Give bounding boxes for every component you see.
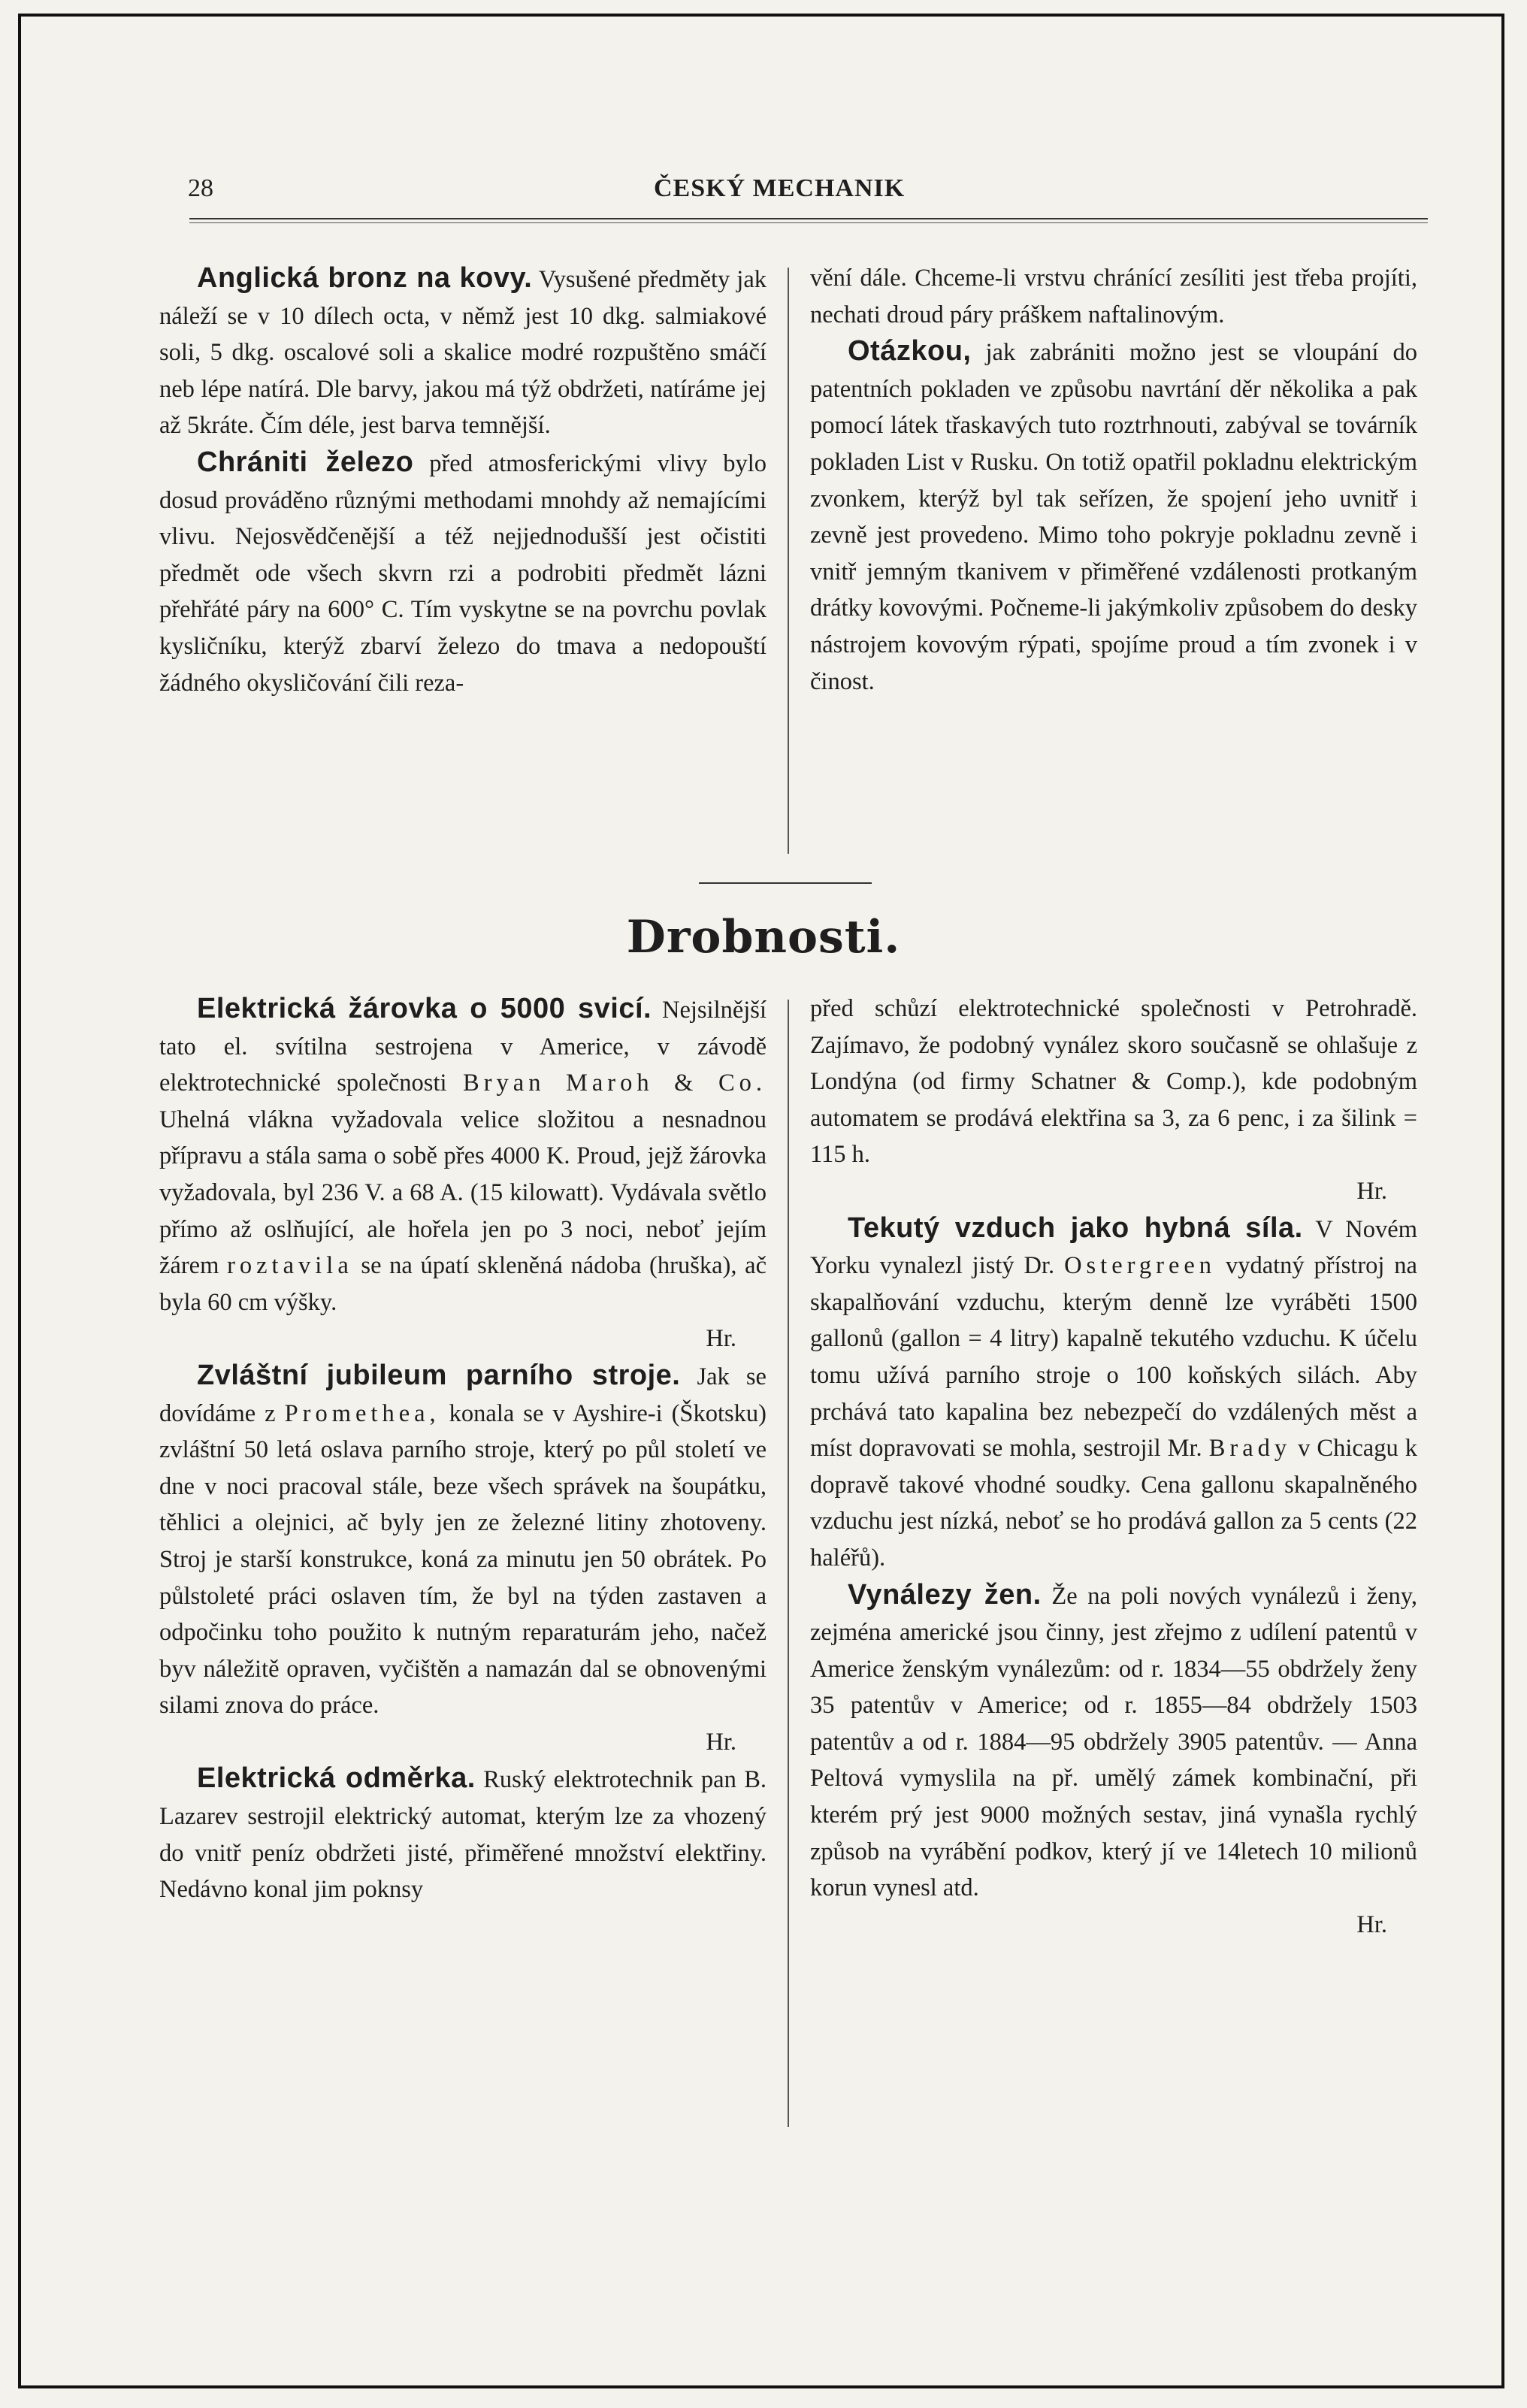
article-heading: Otázkou, [848, 335, 972, 368]
bottom-right-column [810, 991, 1417, 1943]
article-liquid-air [810, 1210, 1417, 1577]
header-rule [189, 218, 1428, 219]
spaced-word: roztavila [227, 1252, 353, 1280]
bottom-left-column [159, 991, 767, 1908]
source-name: Promethea, [284, 1399, 440, 1427]
section-title: Drobnosti. [626, 911, 901, 964]
signature: Hr. [1356, 1910, 1387, 1938]
article-heading: Elektrická žárovka o 5000 svicí. [197, 993, 652, 1024]
article-bronze [159, 260, 767, 444]
article-text: před atmosferickými vlivy bylo dosud prováděno různými methodami mnohdy až nemajícími vlivu. Nejosvědčenější a též nejjednodušší jest očistiti předmět ode všech skvrn rzi a podrobiti předmět lázni přehřáté páry na 600° C. Tím vyskytne se na povrchu povlak kysličníku, kterýž zbarví železo do tmava a nedopouští žádného okysličování čili reza- [159, 449, 767, 697]
article-text: Že na poli nových vynálezů i ženy, zejména americké jsou činny, jest zřejmo z udílení patentů v Americe ženským vynálezům: od r. 1834—55 obdržely ženy 35 patentův v Americe; od r. 1855—84 obdržely 1503 patentův a od r. 1884—95 obdržely 3905 patentův. — Anna Peltová vymyslila na př. umělý zámek kombinační, při kterém prý jest 9000 možných sestav, jiná vynašla rychlý způsob na vyrábění podkov, který jí ve 14letech 10 milionů korun vynesl atd. [810, 1582, 1418, 1902]
article-text: vydatný přístroj na skapalňování vzduchu, kterým denně lze vyráběti 1500 gallonů (gallon = 4 litry) kapalně tekutého vzduchu. K účelu tomu užívá parního stroje o 100 koňských silách. Aby prchává tato kapalina bez nebezpečí do vzdálených měst a míst dopravovati se mohla, sestrojil Mr. [810, 1252, 1417, 1463]
article-heading: Anglická bronz na kovy. [197, 262, 533, 294]
article-lamp [159, 991, 767, 1320]
top-left-column [159, 260, 767, 701]
article-text: Ruský elektrotechnik pan B. Lazarev sestrojil elektrický automat, kterým lze za vhozený do vnitř peníz obdržeti jisté, přiměřené množství elektřiny. Nedávno konal jim poknsy [159, 1766, 767, 1904]
article-steam-engine [159, 1357, 767, 1724]
article-heading: Vynálezy žen. [848, 1578, 1042, 1611]
article-meter [159, 1760, 767, 1907]
article-text: Jak se dovídáme z [159, 1363, 767, 1427]
article-text: konala se v Ayshire-i (Škotsku) zvláštní 50 letá oslava parního stroje, který po půl století ve dne v noci pracoval stále, beze všech správek na šoupátku, těhlici a olejnici, ač byly jen ze železné litiny zhotoveny. Stroj je starší konstrukce, koná za minutu jen 50 obrátek. Po půlstoleté práci oslaven tím, že byl na týden zastaven a odpočinku toho použito k nutným reparaturám jeho, načež byv náležitě opraven, vyčištěn a namazán dal se obnovenými silami znova do práce. [159, 1399, 767, 1720]
header-rule-thin [189, 222, 1428, 223]
article-heading: Elektrická odměrka. [197, 1762, 476, 1795]
article-safe [810, 333, 1417, 700]
article-text: se na úpatí skleněná nádoba (hruška), ač byla 60 cm výšky. [159, 1252, 767, 1316]
article-text: Nejsilnější tato el. svítilna sestrojena v Americe, v závodě elektrotechnické společnosti [159, 997, 767, 1097]
article-text: Uhelná vlákna vyžadovala velice složitou a nesnadnou přípravu a stála sama o sobě přes 4000 K. Proud, jejž žárovka vyžadovala, byl 236 V. a 68 A. (15 kilowatt). Vydávala světlo přímo až oslňující, ale hořela jen po 3 noci, neboť jejím žárem [159, 1106, 767, 1280]
column-divider-top [788, 268, 789, 854]
signature: Hr. [706, 1728, 736, 1756]
page-header [188, 174, 1428, 204]
article-iron-continued: vění dále. Chceme-li vrstvu chránící zesíliti jest třeba projíti, nechati droud páry práškem naftalinovým. [810, 265, 1417, 328]
section-separator [699, 882, 872, 884]
running-title: ČESKÝ MECHANIK [654, 174, 906, 202]
column-divider-bottom [788, 1000, 789, 2127]
article-text: Vysušené předměty jak náleží se v 10 dílech octa, v němž jest 10 dkg. salmiakové soli, 5 dkg. oscalové soli a skalice modré rozpuštěno smáčí neb lépe natírá. Dle barvy, jakou má týž obdržeti, natíráme jej až 5kráte. Čím déle, jest barva temnější. [159, 266, 767, 440]
article-meter-continued: před schůzí elektrotechnické společnosti v Petrohradě. Zajímavo, že podobný vynález skoro současně se ohlašuje z Londýna (od firmy Schatner & Comp.), kde podobným automatem se prodává elektřina sa 3, za 6 penc, i za šilink = 115 h. [810, 995, 1417, 1169]
article-heading: Chrániti železo [197, 446, 414, 478]
person-name: Ostergreen [1064, 1252, 1217, 1280]
signature: Hr. [1356, 1177, 1387, 1205]
article-text: jak zabrániti možno jest se vloupání do patentních pokladen ve způsobu navrtání děr několika a pak pomocí látek třaskavých tuto roztrhnouti, zabýval se továrník pokladen List v Rusku. On totiž opatřil pokladnu elektrickým zvonkem, kterýž byl tak seřízen, že spojení jeho uvnitř i zevně jest provedeno. Mimo toho pokryje pokladnu zevně i vnitř jemným tkanivem v přiměřené vzdálenosti protkaným drátky kovovými. Počneme-li jakýmkoliv způsobem do desky nástrojem kovovým rýpati, spojíme proud a tím zvonek i v činost. [810, 339, 1417, 695]
article-iron [159, 444, 767, 701]
article-heading: Zvláštní jubileum parního stroje. [197, 1359, 681, 1391]
article-text: V Novém Yorku vynalezl jistý Dr. [810, 1215, 1417, 1280]
signature: Hr. [706, 1325, 736, 1353]
page-number: 28 [188, 174, 213, 202]
article-women-inventions [810, 1577, 1417, 1907]
company-name: Bryan Maroh & Co. [463, 1069, 767, 1097]
person-name: Brady [1208, 1435, 1292, 1463]
article-heading: Tekutý vzduch jako hybná síla. [848, 1212, 1303, 1244]
article-text: v Chicagu k dopravě takové vhodné soudky. Cena gallonu skapalněného vzduchu jest nízká, neboť se ho prodává gallon za 5 cents (22 haléřů). [810, 1435, 1417, 1572]
top-right-column [810, 260, 1417, 700]
